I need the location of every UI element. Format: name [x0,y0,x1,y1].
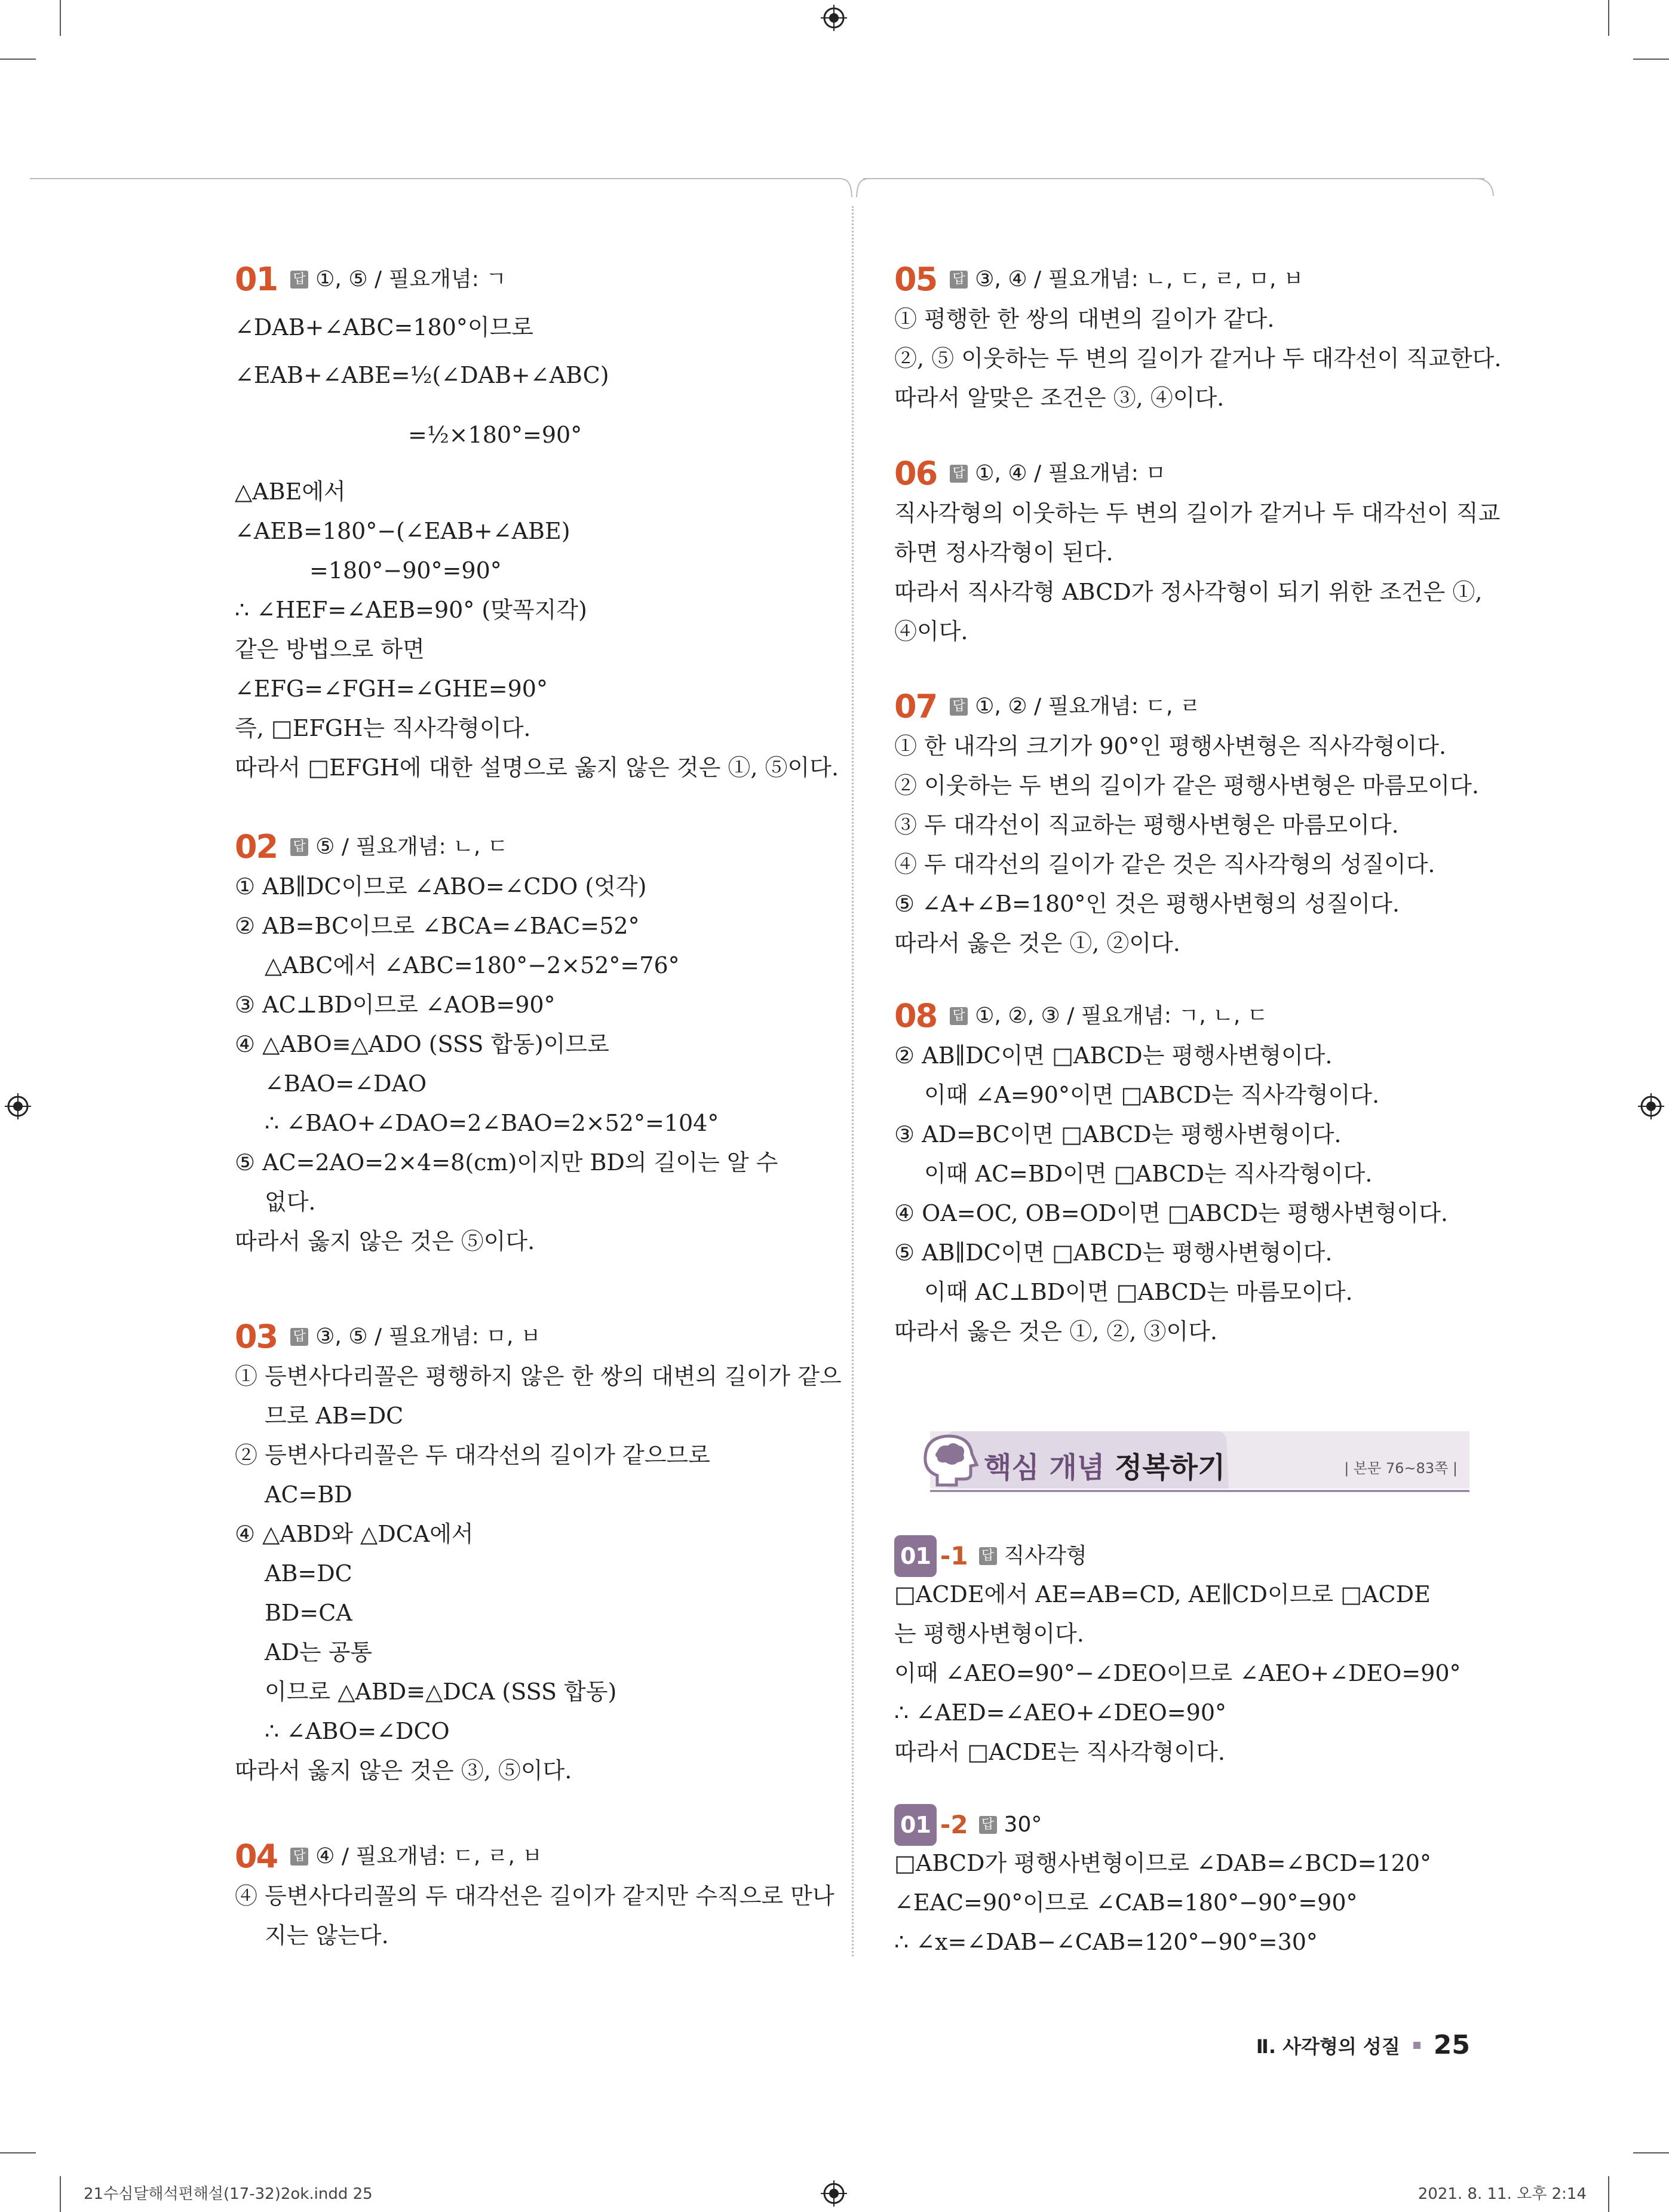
crop-mark [0,2152,36,2153]
answer-badge-icon: 답 [979,1816,997,1834]
solution-line: ④ △ABO≡△ADO (SSS 합동)이므로 [235,1031,609,1057]
solution-line: □ABCD가 평행사변형이므로 ∠DAB=∠BCD=120° [894,1850,1431,1876]
solution-line: ∠EAC=90°이므로 ∠CAB=180°−90°=90° [894,1889,1358,1916]
answer-header [894,996,1268,1036]
solution-line: ① 한 내각의 크기가 90°인 평행사변형은 직사각형이다. [894,733,1447,759]
answer-header [894,687,1201,726]
answer-header [894,1535,1087,1577]
crop-mark [1608,2176,1609,2212]
solution-line: 따라서 직사각형 ABCD가 정사각형이 되기 위한 조건은 ①, [894,579,1483,605]
solution-line: 따라서 옳지 않은 것은 ③, ⑤이다. [235,1757,572,1784]
solution-line: 이때 ∠A=90°이면 □ABCD는 직사각형이다. [924,1082,1380,1108]
answer-key: ①, ②, ③ / 필요개념: ㄱ, ㄴ, ㄷ [975,1004,1268,1028]
solution-line: ③ AC⊥BD이므로 ∠AOB=90° [235,992,556,1018]
solution-line: 따라서 알맞은 조건은 ③, ④이다. [894,385,1225,411]
solution-line: ② AB∥DC이면 □ABCD는 평행사변형이다. [894,1042,1333,1069]
solution-line: 따라서 옳은 것은 ①, ②이다. [894,930,1180,956]
solution-line: ③ AD=BC이면 □ABCD는 평행사변형이다. [894,1121,1342,1148]
solution-line: 는 평행사변형이다. [894,1621,1084,1647]
solution-line: ∠EAB+∠ABE=½(∠DAB+∠ABC) [235,362,609,388]
top-rule-curve [836,173,872,209]
chapter-title: Ⅱ. 사각형의 성질 [1256,2035,1400,2058]
top-rule-right [863,178,1484,179]
solution-line: ∴ ∠BAO+∠DAO=2∠BAO=2×52°=104° [265,1110,719,1136]
solution-line: ④ 두 대각선의 길이가 같은 것은 직사각형의 성질이다. [894,851,1435,878]
solution-line: =180°−90°=90° [309,557,502,584]
problem-number: 06 [894,455,937,492]
solution-line: 즉, □EFGH는 직사각형이다. [235,715,531,741]
crop-mark [60,0,61,36]
solution-line: ②, ⑤ 이웃하는 두 변의 길이가 같거나 두 대각선이 직교한다. [894,345,1502,372]
solution-line: =½×180°=90° [408,422,582,448]
solution-line: 지는 않는다. [265,1922,389,1949]
banner-page-ref: | 본문 76~83쪽 | [1344,1460,1458,1477]
solution-line: 이므로 △ABD≡△DCA (SSS 합동) [265,1679,617,1705]
solution-line: 므로 AB=DC [265,1403,404,1429]
registration-mark-icon [821,2180,847,2207]
answer-key: ①, ④ / 필요개념: ㅁ [975,461,1167,486]
answer-header [235,827,508,867]
solution-line: 이때 AC=BD이면 □ABCD는 직사각형이다. [924,1161,1373,1187]
solution-line: ∴ ∠AED=∠AEO+∠DEO=90° [894,1699,1226,1726]
banner-title-a: 핵심 개념 [984,1451,1115,1484]
problem-number: 03 [235,1318,278,1355]
banner-title [984,1444,1225,1486]
solution-line: ① AB∥DC이므로 ∠ABO=∠CDO (엇각) [235,873,647,900]
problem-number: 05 [894,260,937,298]
print-file-name: 21수심달해석편해설(17-32)2ok.indd 25 [84,2185,373,2203]
solution-line: 따라서 □EFGH에 대한 설명으로 옳지 않은 것은 ①, ⑤이다. [235,754,839,781]
solution-line: △ABC에서 ∠ABC=180°−2×52°=76° [265,952,680,978]
solution-line: ① 평행한 한 쌍의 대변의 길이가 같다. [894,306,1275,332]
crop-mark [0,59,36,60]
problem-number: 02 [235,828,278,866]
concept-01-1 [894,1535,1492,1786]
solution-line: ⑤ ∠A+∠B=180°인 것은 평행사변형의 성질이다. [894,891,1400,917]
solution-line: 하면 정사각형이 된다. [894,539,1113,566]
answer-key: ③, ⑤ / 필요개념: ㅁ, ㅂ [315,1324,541,1349]
answer-header [894,1804,1042,1846]
solution-line: BD=CA [265,1600,352,1626]
answer-badge-icon: 답 [290,1328,308,1346]
solution-line: △ABE에서 [235,478,346,505]
answer-key: 30° [1004,1812,1042,1837]
section-banner [894,1426,1469,1496]
page-footer [1256,2030,1470,2060]
answer-header [235,1837,542,1876]
solution-line: □ACDE에서 AE=AB=CD, AE∥CD이므로 □ACDE [894,1581,1431,1607]
solution-line: AB=DC [265,1560,352,1587]
column-divider [852,206,854,1956]
registration-mark-icon [5,1093,31,1119]
solution-line: ∠DAB+∠ABC=180°이므로 [235,314,533,340]
solution-line: ② AB=BC이므로 ∠BCA=∠BAC=52° [235,913,640,939]
answer-badge-icon: 답 [950,465,968,483]
concept-suffix: -1 [940,1541,968,1570]
brain-head-icon [919,1431,985,1491]
solution-line: ④ 등변사다리꼴의 두 대각선은 길이가 같지만 수직으로 만나 [235,1883,834,1909]
solution-line: ④ △ABD와 △DCA에서 [235,1521,474,1547]
answer-key: ①, ⑤ / 필요개념: ㄱ [315,267,507,292]
solution-line: ∴ ∠x=∠DAB−∠CAB=120°−90°=30° [894,1929,1318,1955]
answer-header [894,260,1304,299]
solution-line: 같은 방법으로 하면 [235,636,425,662]
solution-line: ② 등변사다리꼴은 두 대각선의 길이가 같으므로 [235,1442,710,1468]
answer-key: ④ / 필요개념: ㄷ, ㄹ, ㅂ [315,1844,543,1869]
answer-header [235,260,507,299]
top-rule-end-curve [1475,178,1499,202]
banner-title-b: 정복하기 [1114,1451,1226,1484]
registration-mark-icon [821,5,847,31]
problem-number: 01 [235,260,278,298]
concept-suffix: -2 [940,1810,968,1839]
answer-badge-icon: 답 [290,838,308,856]
solution-line: 따라서 옳은 것은 ①, ②, ③이다. [894,1318,1218,1345]
solution-line: ⑤ AB∥DC이면 □ABCD는 평행사변형이다. [894,1240,1333,1266]
registration-mark-icon [1638,1093,1664,1119]
answer-badge-icon: 답 [950,1007,968,1025]
page-number: 25 [1433,2030,1470,2060]
solution-line: ∠EFG=∠FGH=∠GHE=90° [235,676,548,702]
solution-line: ② 이웃하는 두 변의 길이가 같은 평행사변형은 마름모이다. [894,772,1479,799]
top-rule-left [30,178,842,179]
answer-badge-icon: 답 [290,271,308,289]
answer-key: ⑤ / 필요개념: ㄴ, ㄷ [315,835,508,859]
solution-line: AD는 공통 [265,1639,373,1665]
crop-mark [1633,2152,1669,2153]
solution-line: 따라서 □ACDE는 직사각형이다. [894,1739,1225,1765]
problem-number: 04 [235,1837,278,1875]
concept-01-2 [894,1804,1492,1971]
solution-line: ⑤ AC=2AO=2×4=8(cm)이지만 BD의 길이는 알 수 [235,1149,778,1176]
answer-key: 직사각형 [1004,1544,1087,1568]
solution-line: 이때 ∠AEO=90°−∠DEO이므로 ∠AEO+∠DEO=90° [894,1660,1461,1686]
problem-number: 08 [894,997,937,1035]
solution-line: ④이다. [894,618,968,645]
solution-line: 없다. [265,1189,316,1215]
answer-badge-icon: 답 [950,698,968,716]
solution-line: ∠AEB=180°−(∠EAB+∠ABE) [235,518,570,544]
answer-header [235,1317,541,1357]
answer-header [894,454,1166,493]
solution-line: ∠BAO=∠DAO [265,1070,427,1097]
crop-mark [60,2176,61,2212]
solution-line: ④ OA=OC, OB=OD이면 □ABCD는 평행사변형이다. [894,1200,1448,1226]
solution-line: ③ 두 대각선이 직교하는 평행사변형은 마름모이다. [894,812,1399,838]
print-date: 2021. 8. 11. 오후 2:14 [1418,2185,1587,2203]
concept-number: 01 [894,1804,937,1846]
solution-line: ① 등변사다리꼴은 평행하지 않은 한 쌍의 대변의 길이가 같으 [235,1363,842,1389]
solution-line: AC=BD [265,1481,352,1508]
solution-line: 따라서 옳지 않은 것은 ⑤이다. [235,1228,535,1254]
crop-mark [1608,0,1609,36]
answer-badge-icon: 답 [290,1848,308,1866]
answer-badge-icon: 답 [979,1547,997,1565]
solution-line: 직사각형의 이웃하는 두 변의 길이가 같거나 두 대각선이 직교 [894,500,1501,526]
solution-line: ∴ ∠HEF=∠AEB=90° (맞꼭지각) [235,597,587,623]
crop-mark [1633,59,1669,60]
solution-line: 이때 AC⊥BD이면 □ABCD는 마름모이다. [924,1279,1353,1305]
answer-key: ①, ② / 필요개념: ㄷ, ㄹ [975,694,1201,719]
separator-square-icon [1413,2042,1421,2049]
solution-line: ∴ ∠ABO=∠DCO [265,1718,450,1744]
problem-number: 07 [894,688,937,725]
answer-key: ③, ④ / 필요개념: ㄴ, ㄷ, ㄹ, ㅁ, ㅂ [975,267,1304,292]
answer-badge-icon: 답 [950,271,968,289]
concept-number: 01 [894,1535,937,1577]
